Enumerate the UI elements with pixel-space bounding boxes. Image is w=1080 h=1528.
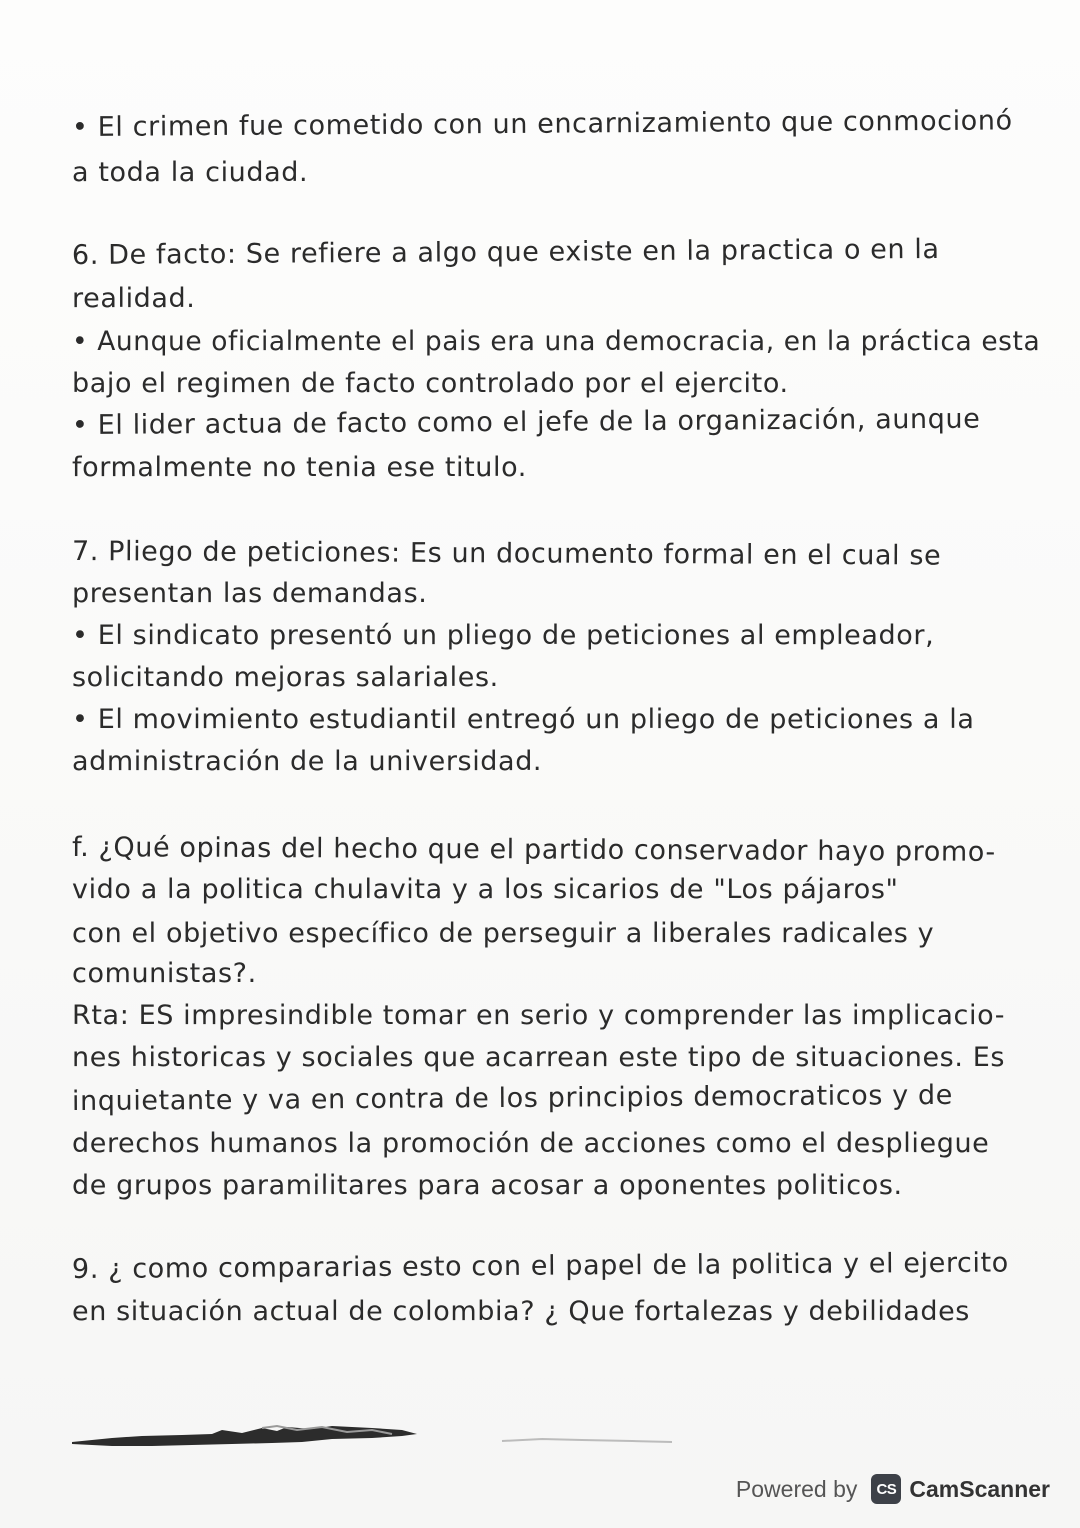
text-line: con el objetivo específico de perseguir a liberales radicales y	[72, 918, 935, 949]
text-line: vido a la politica chulavita y a los sicarios de "Los pájaros"	[72, 874, 899, 905]
text-line: 9. ¿ como compararias esto con el papel de la politica y el ejercito	[71, 1247, 1009, 1285]
text-line: f. ¿Qué opinas del hecho que el partido conservador hayo promo-	[71, 832, 996, 868]
text-line: presentan las demandas.	[72, 578, 428, 609]
text-line: 6. De facto: Se refiere a algo que existe en la practica o en la	[71, 233, 940, 271]
text-line: realidad.	[72, 283, 196, 314]
text-line: inquietante y va en contra de los principios democraticos y de	[71, 1079, 954, 1117]
text-line: derechos humanos la promoción de acciones como el despliegue	[72, 1128, 990, 1159]
text-line: administración de la universidad.	[72, 746, 543, 777]
powered-by-label: Powered by	[735, 1475, 858, 1502]
text-line: 7. Pliego de peticiones: Es un documento formal en el cual se	[71, 536, 942, 572]
text-line: Rta: ES impresindible tomar en serio y comprender las implicacio-	[72, 1000, 1006, 1031]
text-line: a toda la ciudad.	[72, 157, 309, 188]
text-line: de grupos paramilitares para acosar a oponentes politicos.	[72, 1170, 903, 1201]
brand-name: CamScanner	[909, 1475, 1050, 1502]
camscanner-logo	[871, 1474, 1050, 1504]
text-line: bajo el regimen de facto controlado por el ejercito.	[72, 368, 789, 399]
text-line: • Aunque oficialmente el pais era una democracia, en la práctica esta	[72, 326, 1041, 357]
cs-badge-icon: CS	[871, 1474, 901, 1504]
text-line: • El lider actua de facto como el jefe de la organización, aunque	[71, 403, 981, 441]
text-line: solicitando mejoras salariales.	[72, 662, 499, 693]
camscanner-watermark	[736, 1466, 1050, 1512]
text-line: • El movimiento estudiantil entregó un pliego de peticiones a la	[72, 704, 975, 735]
torn-edge-artifact	[72, 1424, 682, 1450]
text-line: nes historicas y sociales que acarrean este tipo de situaciones. Es	[72, 1042, 1006, 1073]
text-line: • El sindicato presentó un pliego de peticiones al empleador,	[72, 620, 935, 651]
text-line: comunistas?.	[72, 958, 257, 989]
text-line: en situación actual de colombia? ¿ Que fortalezas y debilidades	[72, 1296, 970, 1327]
text-line: formalmente no tenia ese titulo.	[72, 452, 527, 483]
text-line: • El crimen fue cometido con un encarnizamiento que conmocionó	[71, 105, 1013, 143]
